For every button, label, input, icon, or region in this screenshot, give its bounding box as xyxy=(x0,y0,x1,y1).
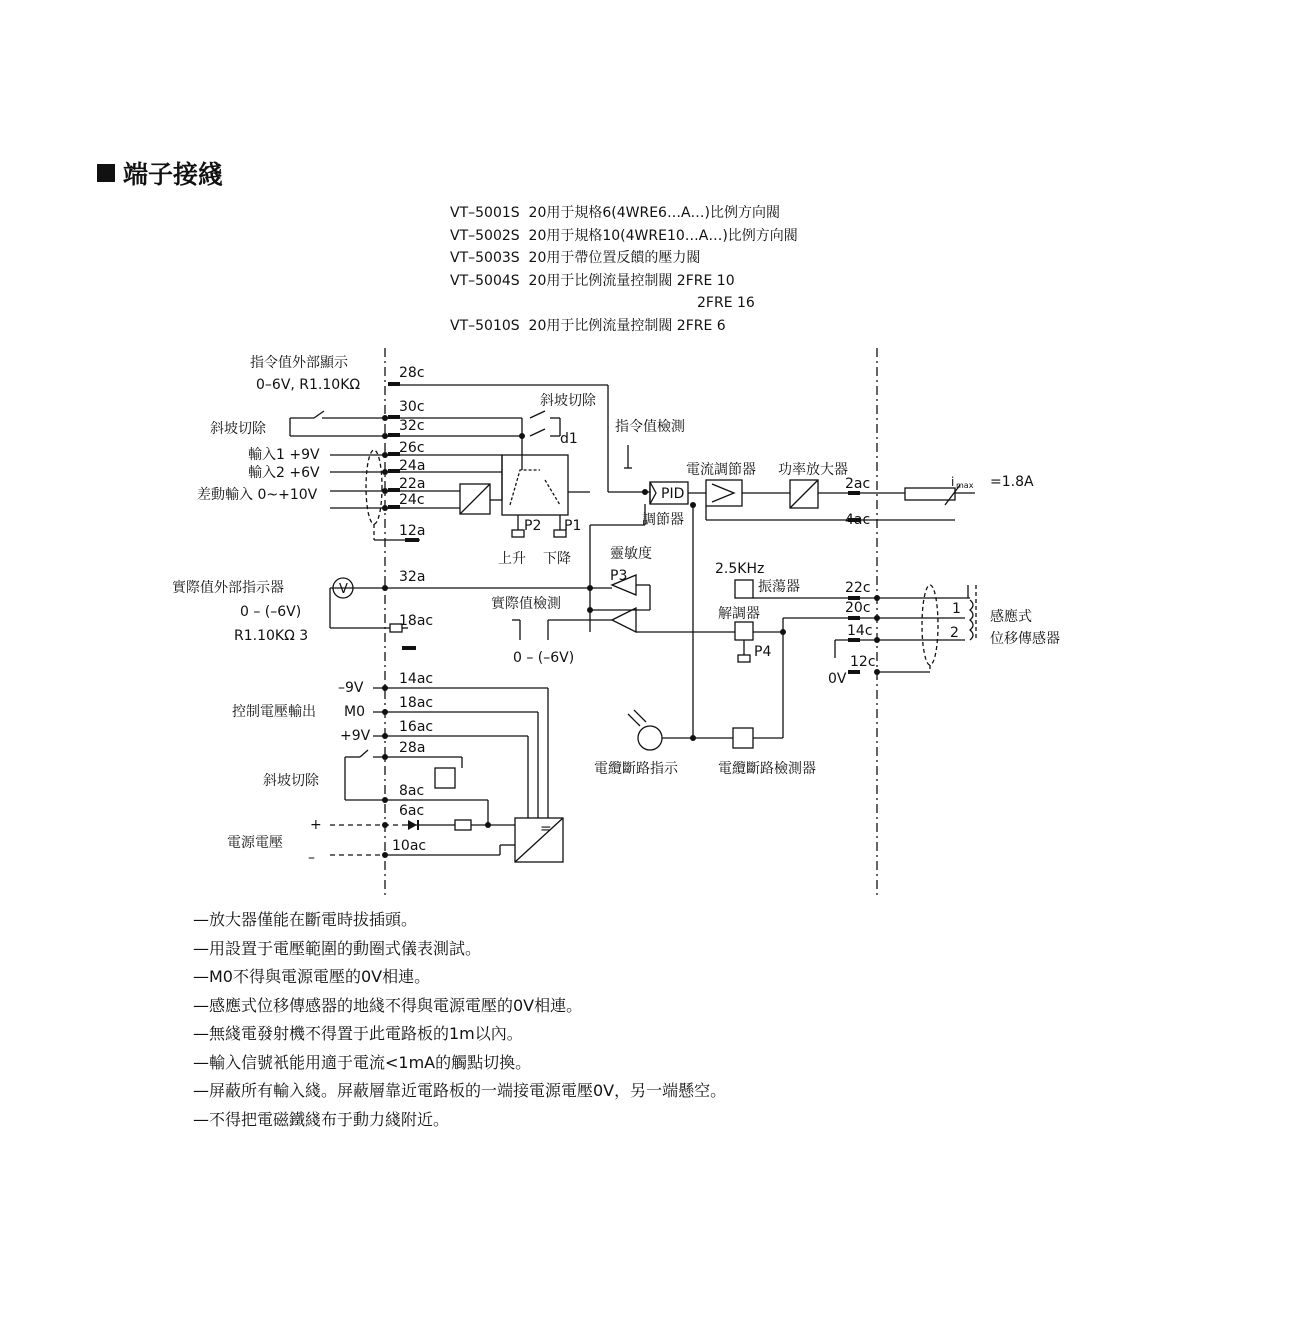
label-power-amp: 功率放大器 xyxy=(778,462,848,478)
note-item: —不得把電磁鐵綫布于動力綫附近。 xyxy=(193,1109,450,1129)
label-freq: 2.5KHz xyxy=(715,561,765,577)
label-imax: i xyxy=(951,475,955,489)
terminal-12c: 12c xyxy=(850,654,876,670)
label-cable-break-det: 電纜斷路檢測器 xyxy=(718,761,816,777)
terminal-8ac: 8ac xyxy=(399,783,425,799)
label-p2: P2 xyxy=(524,518,542,534)
label-current-reg: 電流調節器 xyxy=(686,462,756,478)
label-power: 電源電壓 xyxy=(227,835,283,851)
terminal-10ac: 10ac xyxy=(392,838,427,854)
led-indicator xyxy=(638,726,662,750)
label-down: 下降 xyxy=(543,551,571,567)
sensor-shield-ellipse xyxy=(922,585,938,665)
current-regulator-block xyxy=(706,480,742,506)
label-sensitivity: 靈敏度 xyxy=(610,546,652,562)
label-regulator: 調節器 xyxy=(642,512,684,528)
label-input1: 輸入1 +9V xyxy=(248,447,320,463)
terminal-26c: 26c xyxy=(399,440,425,456)
model-code: VT–5001S 20 xyxy=(450,205,547,221)
label-ramp-cut-top: 斜坡切除 xyxy=(540,393,596,409)
terminal-4ac: 4ac xyxy=(845,512,871,528)
terminal-32c: 32c xyxy=(399,418,425,434)
note-item: —用設置于電壓範圍的動圈式儀表測試。 xyxy=(193,938,482,958)
label-sensor-line2: 位移傳感器 xyxy=(990,631,1060,647)
oscillator-block xyxy=(735,580,753,598)
label-actual-detect: 實際值檢測 xyxy=(491,596,561,612)
label-pid: PID xyxy=(661,486,685,502)
label-ramp-cut2: 斜坡切除 xyxy=(263,773,319,789)
label-actual-display: 實際值外部指示器 xyxy=(172,580,284,596)
label-d1: d1 xyxy=(560,431,578,447)
voltmeter-symbol: V xyxy=(339,582,348,597)
label-actual-detect-range: 0 – (–6V) xyxy=(513,650,575,666)
terminal-24a: 24a xyxy=(399,458,426,474)
model-code: VT–5002S 20 xyxy=(450,227,547,244)
label-oscillator: 振蕩器 xyxy=(758,579,800,595)
label-input2: 輸入2 +6V xyxy=(248,465,320,481)
diode-icon xyxy=(408,820,417,830)
label-imax-value: =1.8A xyxy=(990,474,1034,490)
relay-coil xyxy=(435,768,455,788)
model-code: VT–5004S 20 xyxy=(450,272,547,289)
label-sensor-line1: 感應式 xyxy=(990,609,1032,625)
model-desc: 用于規格10(4WRE10…A…)比例方向閥 xyxy=(546,227,798,244)
sensor-coil xyxy=(970,600,973,640)
terminal-28a: 28a xyxy=(399,740,426,756)
note-item: —屏蔽所有輸入綫。屏蔽層靠近電路板的一端接電源電壓0V，另一端懸空。 xyxy=(193,1081,727,1100)
section-title-text: 端子接綫 xyxy=(123,160,224,189)
cable-break-detector xyxy=(733,728,753,748)
terminal-14c: 14c xyxy=(847,623,873,639)
label-ps-eq: = xyxy=(540,821,552,837)
terminal-24c: 24c xyxy=(399,492,425,508)
label-diff-input: 差動輸入 0~+10V xyxy=(197,487,318,503)
model-desc: 用于規格6(4WRE6…A…)比例方向閥 xyxy=(546,205,780,221)
terminal-32a: 32a xyxy=(399,569,426,585)
terminal-18ac: 18ac xyxy=(399,613,434,629)
note-item: —放大器僅能在斷電時拔插頭。 xyxy=(193,910,418,929)
label-plus9v: +9V xyxy=(340,728,371,744)
ramp-generator-block xyxy=(502,455,568,515)
label-p4: P4 xyxy=(754,644,772,660)
terminal-14ac: 14ac xyxy=(399,671,434,687)
terminal-6ac: 6ac xyxy=(399,803,425,819)
label-coil1: 1 xyxy=(952,601,961,617)
model-desc: 用于比例流量控制閥 2FRE 10 xyxy=(546,272,735,289)
pid-block xyxy=(650,482,656,504)
terminal-30c: 30c xyxy=(399,399,425,415)
model-code: VT–5003S 20 xyxy=(450,250,547,266)
label-coil2: 2 xyxy=(950,625,959,641)
label-m0: M0 xyxy=(344,704,365,720)
label-imax-sub: max xyxy=(956,481,974,490)
label-p3: P3 xyxy=(610,568,628,584)
terminal-22a: 22a xyxy=(399,476,426,492)
label-minus9v: –9V xyxy=(338,680,364,696)
terminal-20c: 20c xyxy=(845,600,871,616)
label-cmd-detect: 指令值檢測 xyxy=(615,419,685,435)
label-actual-range: 0 – (–6V) xyxy=(240,604,302,620)
terminal-12a: 12a xyxy=(399,523,426,539)
label-cable-break-ind: 電纜斷路指示 xyxy=(594,761,678,777)
demodulator-block xyxy=(735,622,753,640)
model-code: VT–5010S 20 xyxy=(450,317,547,334)
demod-amp xyxy=(612,608,636,632)
terminal-16ac: 16ac xyxy=(399,719,434,735)
label-ctrl-voltage: 控制電壓輸出 xyxy=(232,704,316,720)
note-item: —M0不得與電源電壓的0V相連。 xyxy=(193,967,431,986)
terminal-2ac: 2ac xyxy=(845,476,871,492)
label-up: 上升 xyxy=(498,551,526,567)
label-p1: P1 xyxy=(564,518,582,534)
terminal-22c: 22c xyxy=(845,580,871,596)
label-demod: 解調器 xyxy=(718,606,760,622)
label-minus: – xyxy=(308,850,315,866)
label-zero-v: 0V xyxy=(828,671,847,687)
label-ramp-cut: 斜坡切除 xyxy=(210,421,266,437)
input-shield-ellipse xyxy=(366,450,382,524)
note-item: —無綫電發射機不得置于此電路板的1m以內。 xyxy=(193,1024,523,1043)
terminal-28c: 28c xyxy=(399,365,425,381)
notes-list xyxy=(193,906,726,1134)
note-item: —感應式位移傳感器的地綫不得與電源電壓的0V相連。 xyxy=(193,995,583,1015)
label-cmd-display-range: 0–6V, R1.10KΩ xyxy=(256,377,361,393)
model-desc: 2FRE 16 xyxy=(697,295,755,311)
model-desc: 用于帶位置反饋的壓力閥 xyxy=(546,250,701,266)
label-actual-r: R1.10KΩ 3 xyxy=(234,628,309,644)
solenoid-coil xyxy=(905,488,955,500)
label-plus: + xyxy=(310,817,322,833)
terminal-18ac-2: 18ac xyxy=(399,695,434,711)
label-cmd-display: 指令值外部顯示 xyxy=(250,355,348,371)
model-desc: 用于比例流量控制閥 2FRE 6 xyxy=(546,317,726,334)
note-item: —輸入信號衹能用適于電流<1mA的觸點切換。 xyxy=(193,1052,532,1072)
